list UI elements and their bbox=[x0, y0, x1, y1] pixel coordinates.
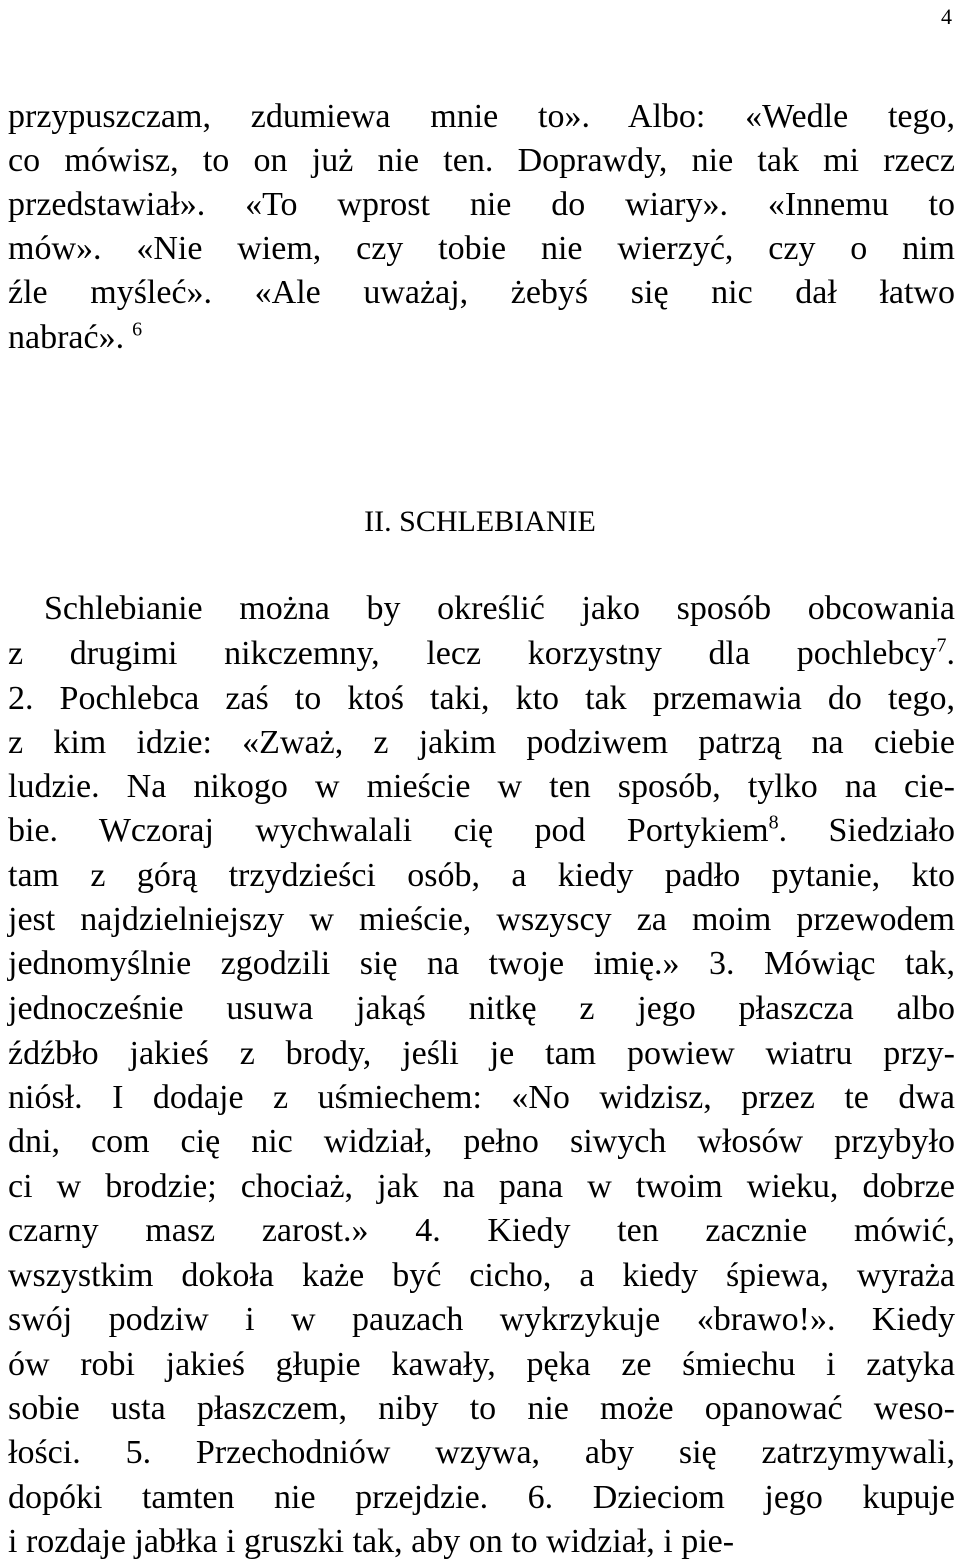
text-line: źle myśleć». «Ale uważaj, żebyś się nic dał łatwo bbox=[8, 274, 955, 311]
footnote-marker: 6 bbox=[132, 318, 143, 341]
text-line bbox=[8, 811, 955, 851]
page-number: 4 bbox=[941, 4, 952, 29]
footnote-marker: 8 bbox=[768, 811, 779, 834]
text-line: ludzie. Na nikogo w mieście w ten sposób, tylko na cie- bbox=[8, 768, 955, 805]
text-line-last: i rozdaje jabłka i gruszki tak, aby on to widział, i pie- bbox=[8, 1523, 735, 1560]
text-line: tam z górą trzydzieści osób, a kiedy padło pytanie, kto bbox=[8, 857, 955, 894]
text-line: przedstawiał». «To wprost nie do wiary». «Innemu to bbox=[8, 186, 955, 223]
text-line-last bbox=[8, 318, 955, 358]
line-text: nabrać». bbox=[8, 319, 125, 356]
text-line: sobie usta płaszczem, niby to nie może opanować weso- bbox=[8, 1390, 955, 1427]
line-tail: . Siedziało bbox=[778, 812, 955, 849]
section-heading: II. SCHLEBIANIE bbox=[364, 505, 596, 538]
text-line: jednocześnie usuwa jakąś nitkę z jego płaszcza albo bbox=[8, 990, 955, 1027]
text-line: niósł. I dodaje z uśmiechem: «No widzisz, przez te dwa bbox=[8, 1079, 955, 1116]
text-line: ci w brodzie; chociaż, jak na pana w twoim wieku, dobrze bbox=[8, 1168, 955, 1205]
text-line: co mówisz, to on już nie ten. Doprawdy, nie tak mi rzecz bbox=[8, 142, 955, 179]
line-text: bie. Wczoraj wychwalali cię pod Portykiem bbox=[8, 812, 769, 849]
text-line: jest najdzielniejszy w mieście, wszyscy za moim przewodem bbox=[8, 901, 955, 938]
text-line: mów». «Nie wiem, czy tobie nie wierzyć, czy o nim bbox=[8, 230, 955, 267]
line-text: z drugimi nikczemny, lecz korzystny dla pochlebcy bbox=[8, 635, 937, 672]
text-line: czarny masz zarost.» 4. Kiedy ten zacznie mówić, bbox=[8, 1212, 955, 1249]
text-line: ów robi jakieś głupie kawały, pęka ze śmiechu i zatyka bbox=[8, 1346, 955, 1383]
text-line: jednomyślnie zgodzili się na twoje imię.» 3. Mówiąc tak, bbox=[8, 945, 955, 982]
text-line: źdźbło jakieś z brody, jeśli je tam powiew wiatru przy- bbox=[8, 1035, 955, 1072]
text-line: łości. 5. Przechodniów wzywa, aby się zatrzymywali, bbox=[8, 1434, 955, 1471]
text-line: 2. Pochlebca zaś to ktoś taki, kto tak przemawia do tego, bbox=[8, 680, 955, 717]
line-tail: . bbox=[946, 635, 955, 672]
text-line-indented: Schlebianie można by określić jako sposób obcowania bbox=[44, 590, 955, 627]
text-line: dni, com cię nic widział, pełno siwych włosów przybyło bbox=[8, 1123, 955, 1160]
text-line: przypuszczam, zdumiewa mnie to». Albo: «Wedle tego, bbox=[8, 98, 955, 135]
text-line bbox=[8, 634, 955, 674]
text-line: swój podziw i w pauzach wykrzykuje «brawo!». Kiedy bbox=[8, 1301, 955, 1338]
footnote-marker: 7 bbox=[936, 634, 947, 657]
text-line: z kim idzie: «Zważ, z jakim podziwem patrzą na ciebie bbox=[8, 724, 955, 761]
text-line: wszystkim dokoła każe być cicho, a kiedy śpiewa, wyraża bbox=[8, 1257, 955, 1294]
text-line: dopóki tamten nie przejdzie. 6. Dzieciom jego kupuje bbox=[8, 1479, 955, 1516]
